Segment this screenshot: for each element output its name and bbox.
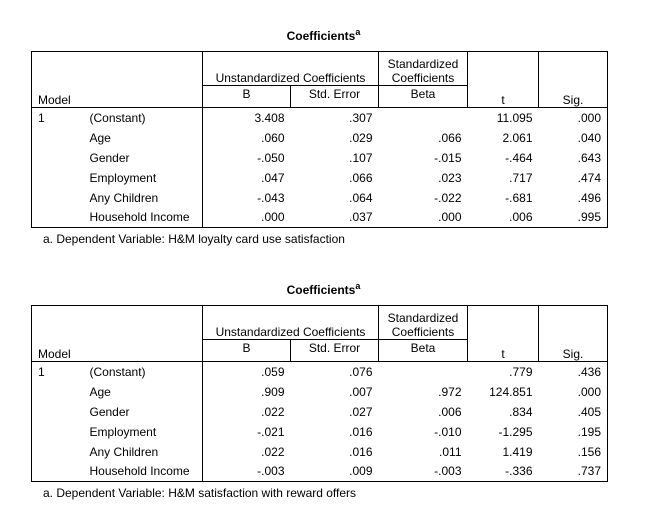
cell-sig: .496 [539, 188, 608, 208]
cell-sig: .643 [539, 148, 608, 168]
cell-t: .779 [509, 364, 533, 379]
cell-sig: .995 [539, 208, 608, 228]
cell-se: .027 [349, 404, 373, 419]
table-title: Coefficients$^a$ [286, 281, 361, 297]
coefficients-table [31, 51, 608, 228]
title-superscript: a [355, 27, 361, 37]
row-label: Any Children [89, 190, 159, 205]
cell-sig: .195 [539, 422, 608, 442]
cell-b: -.021 [203, 422, 291, 442]
cell-sig: .474 [539, 168, 608, 188]
header-sig: Sig. [562, 347, 584, 361]
header-t: t [501, 347, 505, 361]
row-label: Employment [89, 424, 157, 439]
cell-t: .834 [509, 404, 533, 419]
cell-b: .000 [203, 208, 291, 228]
cell-beta: .066 [438, 130, 462, 145]
table-title: Coefficients$^a$ [286, 27, 361, 43]
table-row [32, 382, 608, 402]
cell-se: .066 [349, 170, 373, 185]
cell-b: -.003 [203, 462, 291, 482]
header-std-error: Std. Error [291, 340, 379, 356]
cell-sig: .737 [539, 462, 608, 482]
cell-se: .029 [349, 130, 373, 145]
cell-se: .076 [349, 364, 373, 379]
cell-sig: .436 [539, 362, 608, 382]
cell-beta: .000 [379, 208, 468, 228]
cell-t: -.336 [468, 462, 539, 482]
table-row [32, 168, 608, 188]
cell-se: .009 [291, 462, 379, 482]
table-row [32, 422, 608, 442]
cell-beta: -.022 [434, 190, 462, 205]
cell-sig: .000 [539, 382, 608, 402]
cell-t: 11.095 [496, 110, 533, 125]
table-row [32, 148, 608, 168]
cell-b: 3.408 [203, 108, 291, 128]
header-model: Model [38, 93, 71, 107]
header-sig: Sig. [562, 93, 584, 107]
cell-sig: .000 [539, 108, 608, 128]
model-number: 1 [32, 362, 84, 382]
coefficients-table [31, 305, 608, 482]
cell-t: .717 [509, 170, 533, 185]
table-footnote: a. Dependent Variable: H&M satisfaction with reward offers [43, 486, 357, 500]
table-row [32, 208, 608, 228]
row-label: (Constant) [89, 110, 146, 125]
header-std-error: Std. Error [291, 86, 379, 102]
row-label: Household Income [84, 208, 203, 228]
cell-sig: .156 [539, 442, 608, 462]
row-label: (Constant) [89, 364, 146, 379]
table-row [32, 462, 608, 482]
cell-t: 124.851 [489, 384, 533, 399]
cell-beta [379, 362, 468, 382]
cell-se: .037 [291, 208, 379, 228]
cell-b: -.043 [203, 188, 291, 208]
row-label: Employment [89, 170, 157, 185]
cell-beta: .023 [438, 170, 462, 185]
row-label: Age [89, 130, 111, 145]
cell-t: .006 [468, 208, 539, 228]
cell-t: -.681 [505, 190, 533, 205]
cell-beta: -.015 [434, 150, 462, 165]
cell-sig: .040 [539, 128, 608, 148]
row-label: Any Children [89, 444, 159, 459]
table-row [32, 362, 608, 382]
header-unstandardized: Unstandardized Coefficients [203, 52, 379, 86]
cell-beta: .972 [438, 384, 462, 399]
header-beta: Beta [379, 86, 468, 102]
table-row [32, 402, 608, 422]
row-label: Gender [89, 150, 130, 165]
table-row [32, 188, 608, 208]
row-label: Age [89, 384, 111, 399]
cell-beta: .006 [438, 404, 462, 419]
header-beta: Beta [379, 340, 468, 356]
table-row [32, 128, 608, 148]
header-b: B [203, 86, 291, 102]
cell-b: .059 [203, 362, 291, 382]
model-number: 1 [32, 108, 84, 128]
cell-beta: -.003 [379, 462, 468, 482]
header-model: Model [38, 347, 71, 361]
header-standardized: Standardized Coefficients [379, 52, 468, 86]
cell-se: .064 [349, 190, 373, 205]
cell-b: .909 [203, 382, 291, 402]
table-row [32, 442, 608, 462]
cell-b: .022 [203, 402, 291, 422]
cell-beta: .011 [439, 444, 462, 459]
cell-se: .107 [349, 150, 373, 165]
cell-b: .047 [203, 168, 291, 188]
cell-t: 1.419 [502, 444, 533, 459]
cell-b: .022 [203, 442, 291, 462]
cell-se: .016 [349, 424, 373, 439]
cell-t: -1.295 [498, 424, 533, 439]
cell-se: .007 [349, 384, 373, 399]
cell-beta: -.010 [434, 424, 462, 439]
cell-se: .307 [349, 110, 373, 125]
row-label: Gender [89, 404, 130, 419]
cell-t: 2.061 [502, 130, 533, 145]
header-standardized: Standardized Coefficients [379, 306, 468, 340]
cell-b: .060 [203, 128, 291, 148]
header-t: t [501, 93, 505, 107]
table-row [32, 108, 608, 128]
cell-sig: .405 [539, 402, 608, 422]
cell-b: -.050 [203, 148, 291, 168]
row-label: Household Income [84, 462, 203, 482]
cell-se: .016 [349, 444, 373, 459]
cell-beta [379, 108, 468, 128]
title-superscript: a [355, 281, 361, 291]
header-b: B [203, 340, 291, 356]
cell-t: -.464 [505, 150, 533, 165]
table-footnote: a. Dependent Variable: H&M loyalty card use satisfaction [43, 232, 345, 246]
header-unstandardized: Unstandardized Coefficients [203, 306, 379, 340]
